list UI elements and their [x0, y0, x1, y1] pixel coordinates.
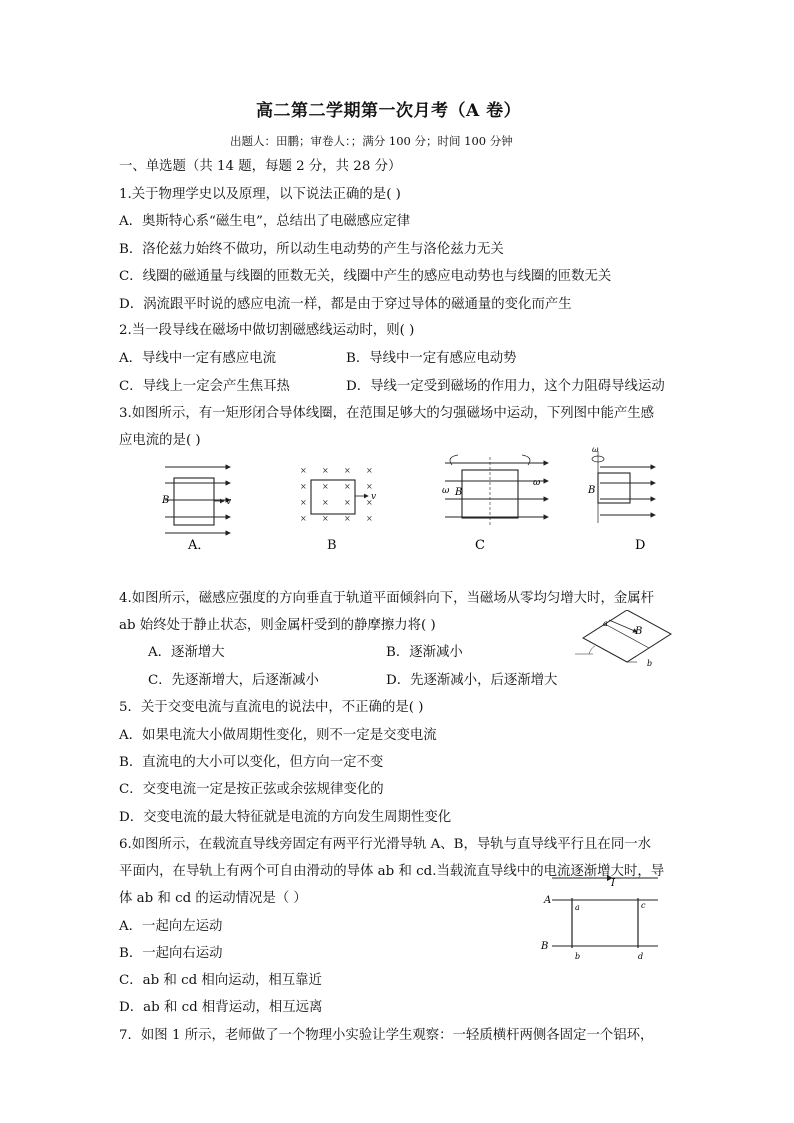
- q3-figures: [140, 445, 680, 557]
- q6-stem-line2: 平面内，在导轨上有两个可自由滑动的导体 ab 和 cd.当载流直导线中的电流逐渐增大时，导: [119, 864, 665, 879]
- q6-fig-c: c: [641, 901, 646, 910]
- q6-fig-rail-a: A: [544, 895, 552, 906]
- q3-a-velocity-label: v: [226, 497, 232, 507]
- q4-fig-b: b: [647, 659, 653, 668]
- q4-option-b: B．逐渐减小: [386, 645, 463, 660]
- q6-stem-line3: 体 ab 和 cd 的运动情况是（ ）: [119, 891, 307, 906]
- q2-option-c: C．导线上一定会产生焦耳热: [119, 379, 290, 394]
- q6-option-b: B．一起向右运动: [119, 946, 223, 961]
- q3-fig-label-b: B: [327, 538, 337, 553]
- q7-stem: 7．如图 1 所示，老师做了一个物理小实验让学生观察：一轻质横杆两侧各固定一个铝环，: [119, 1028, 654, 1043]
- svg-text:×: ×: [300, 466, 307, 475]
- svg-text:×: ×: [366, 498, 373, 507]
- q6-fig-d: d: [638, 952, 644, 961]
- svg-text:×: ×: [322, 498, 329, 507]
- q1-stem: 1.关于物理学史以及原理，以下说法正确的是( ): [119, 187, 401, 202]
- q6-fig-rail-b: B: [541, 941, 549, 952]
- svg-text:×: ×: [344, 466, 351, 475]
- q3-c-omega-right: ω: [533, 478, 541, 488]
- q3-fig-label-d: D: [635, 538, 646, 553]
- q1-option-a: A．奥斯特心系“磁生电”，总结出了电磁感应定律: [119, 214, 411, 229]
- section-heading: 一、单选题（共 14 题，每题 2 分，共 28 分）: [119, 159, 402, 174]
- q1-option-b: B．洛伦兹力始终不做功，所以动生电动势的产生与洛伦兹力无关: [119, 242, 504, 257]
- q3-stem-line2: 应电流的是( ): [119, 433, 201, 448]
- q4-option-d: D．先逐渐减小，后逐渐增大: [386, 673, 558, 688]
- q3-figure-a: [161, 467, 231, 553]
- q5-stem: 5．关于交变电流与直流电的说法中，不正确的是( ): [119, 700, 424, 715]
- svg-text:×: ×: [366, 466, 373, 475]
- q3-a-field-label: B: [162, 495, 170, 506]
- q2-stem: 2.当一段导线在磁场中做切割磁感线运动时，则( ): [119, 323, 415, 338]
- q3-stem-line1: 3.如图所示，有一矩形闭合导体线圈，在范围足够大的匀强磁场中运动，下列图中能产生感: [119, 406, 655, 421]
- svg-text:×: ×: [344, 514, 351, 523]
- svg-text:×: ×: [344, 498, 351, 507]
- svg-text:×: ×: [344, 482, 351, 491]
- q4-stem-line2: ab 始终处于静止状态，则金属杆受到的静摩擦力将( ): [119, 618, 436, 633]
- q4-fig-a: a: [603, 619, 608, 628]
- q3-d-field-label: B: [588, 485, 596, 496]
- q2-option-d: D．导线一定受到磁场的作用力，这个力阻碍导线运动: [346, 379, 665, 394]
- q4-figure: [575, 610, 675, 670]
- q1-option-c: C．线圈的磁通量与线圈的匝数无关，线圈中产生的感应电动势也与线圈的匝数无关: [119, 269, 612, 284]
- q6-figure: [538, 870, 668, 965]
- q6-stem-line1: 6.如图所示，在载流直导线旁固定有两平行光滑导轨 A、B，导轨与直导线平行且在同一水: [119, 837, 651, 852]
- svg-text:×: ×: [300, 498, 307, 507]
- q2-option-b: B．导线中一定有感应电动势: [346, 351, 517, 366]
- q6-option-a: A．一起向左运动: [119, 919, 223, 934]
- q3-figure-b: [300, 466, 376, 553]
- q5-option-c: C．交变电流一定是按正弦或余弦规律变化的: [119, 782, 384, 797]
- svg-text:×: ×: [300, 514, 307, 523]
- q3-d-omega: ω: [592, 445, 599, 454]
- q6-option-c: C．ab 和 cd 相向运动，相互靠近: [119, 973, 322, 988]
- q3-c-field-label: B: [455, 487, 463, 498]
- q4-stem-line1: 4.如图所示，磁感应强度的方向垂直于轨道平面倾斜向下，当磁场从零均匀增大时，金属杆: [119, 591, 655, 606]
- svg-text:×: ×: [300, 482, 307, 491]
- q5-option-a: A．如果电流大小做周期性变化，则不一定是交变电流: [119, 728, 437, 743]
- q6-option-d: D．ab 和 cd 相背运动，相互远离: [119, 1000, 323, 1015]
- q5-option-b: B．直流电的大小可以变化，但方向一定不变: [119, 755, 384, 770]
- exam-info: 出题人：田鹏；审卷人：；满分 100 分；时间 100 分钟: [230, 134, 513, 148]
- q2-option-a: A．导线中一定有感应电流: [119, 351, 276, 366]
- q1-option-d: D．涡流跟平时说的感应电流一样，都是由于穿过导体的磁通量的变化而产生: [119, 297, 572, 312]
- q5-option-d: D．交变电流的最大特征就是电流的方向发生周期性变化: [119, 810, 452, 825]
- page-title: 高二第二学期第一次月考（A 卷）: [256, 101, 522, 121]
- q3-fig-label-c: C: [475, 538, 485, 553]
- q3-figure-d: [587, 445, 655, 553]
- q6-fig-b: b: [575, 952, 581, 961]
- q3-figure-c: [442, 455, 548, 553]
- q6-fig-current: I: [611, 878, 615, 889]
- svg-text:×: ×: [366, 514, 373, 523]
- q3-fig-label-a: A．: [188, 538, 211, 553]
- svg-text:×: ×: [322, 514, 329, 523]
- svg-text:×: ×: [322, 482, 329, 491]
- svg-text:×: ×: [322, 466, 329, 475]
- q4-option-c: C．先逐渐增大，后逐渐减小: [148, 673, 319, 688]
- q4-fig-field: B: [635, 626, 643, 637]
- q4-option-a: A．逐渐增大: [148, 645, 225, 660]
- q3-b-velocity-label: v: [371, 492, 377, 502]
- svg-text:×: ×: [366, 482, 373, 491]
- q3-c-omega-left: ω: [442, 486, 450, 496]
- q6-fig-a: a: [575, 903, 580, 912]
